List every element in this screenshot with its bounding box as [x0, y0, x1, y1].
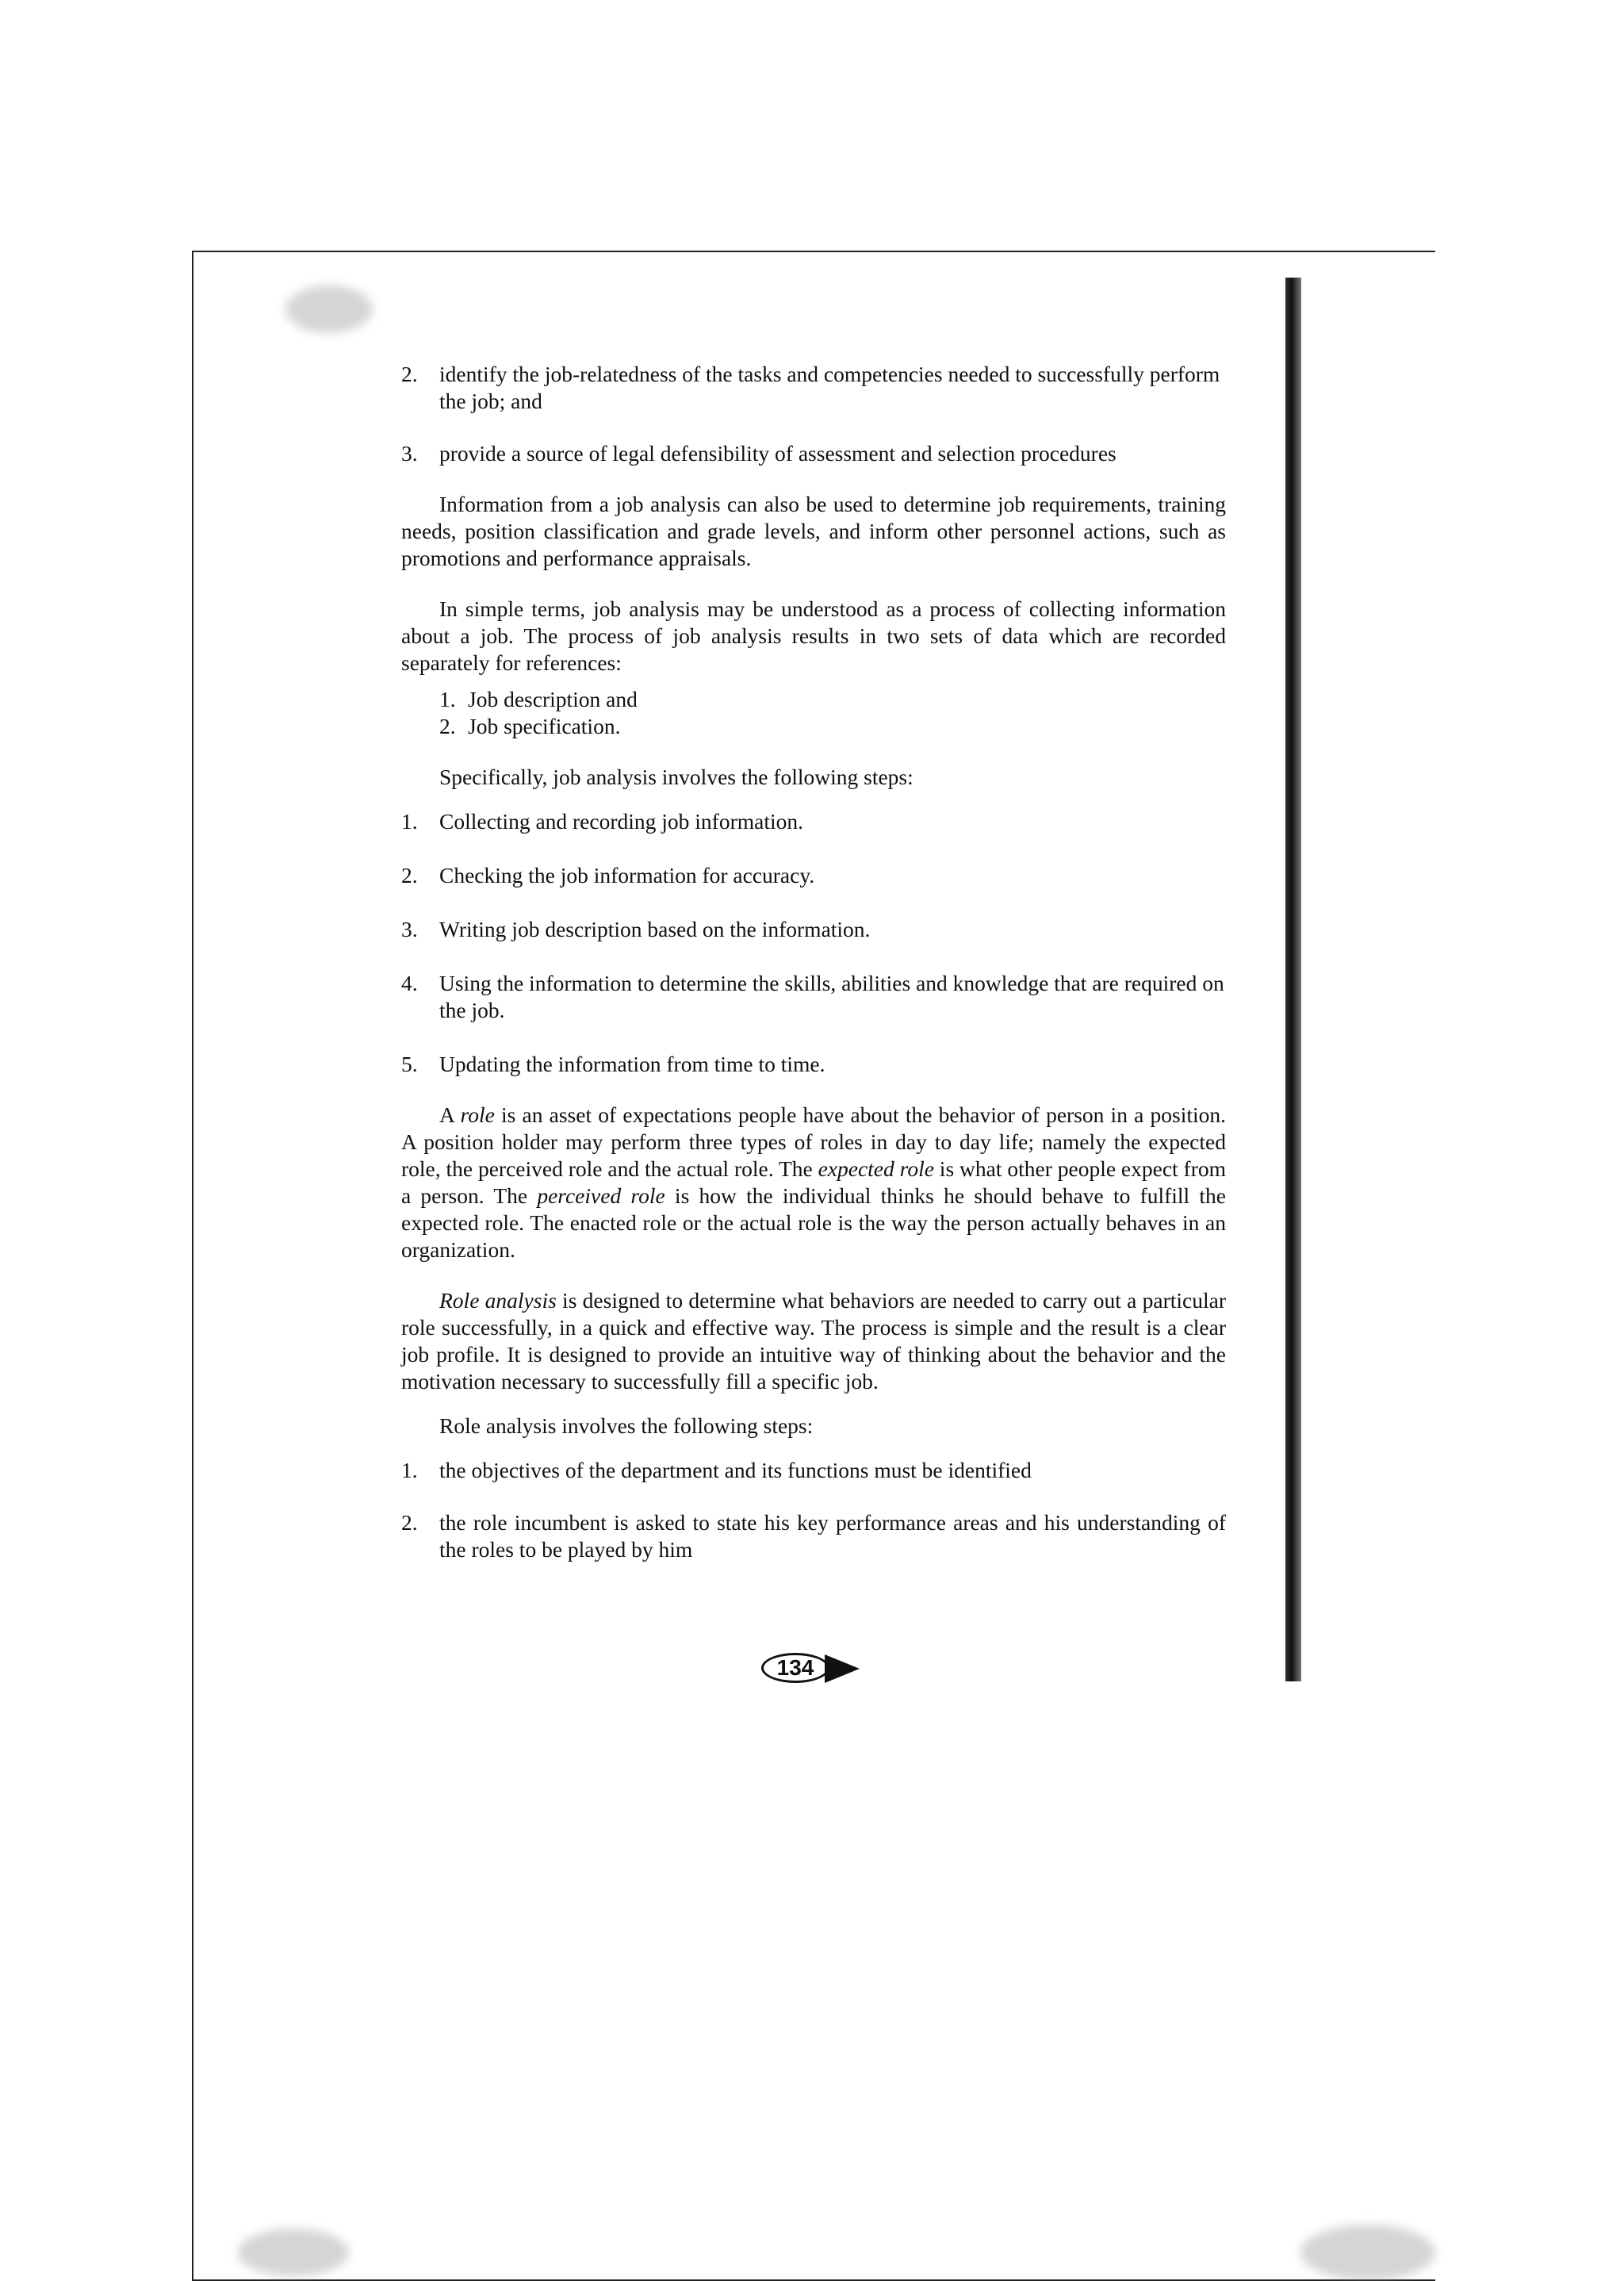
role-analysis-term: Role analysis: [439, 1288, 557, 1313]
item-number: 5.: [401, 1052, 418, 1076]
item-text: Using the information to determine the skills, abilities and knowledge that are required on the job.: [439, 971, 1224, 1022]
job-analysis-steps: [401, 791, 1226, 1078]
list-item: [401, 713, 1226, 740]
steps-intro: Specifically, job analysis involves the following steps:: [439, 765, 914, 789]
list-item: [401, 862, 1226, 889]
item-text: identify the job-relatedness of the tasks and competencies needed to successfully perform the job; and: [439, 362, 1220, 413]
role-text: A: [439, 1102, 461, 1127]
item-text: Writing job description based on the information.: [439, 917, 871, 941]
list-item: [401, 361, 1226, 415]
role-term: role: [460, 1102, 495, 1127]
perceived-role-term: perceived role: [537, 1183, 665, 1208]
list-item: [401, 1457, 1226, 1484]
list-item: [401, 970, 1226, 1024]
data-sets-list: [401, 686, 1226, 740]
page-frame-top-rule: [192, 251, 1435, 252]
list-item: [401, 686, 1226, 713]
page-number-badge: [761, 1651, 880, 1686]
role-text: is how the individual thinks he should behave to fulfill the expected role. The enacted role or the actual role is the way the person actually behaves in an organization.: [401, 1183, 1227, 1262]
page-number: 134: [776, 1655, 814, 1680]
expected-role-term: expected role: [818, 1156, 934, 1181]
scan-speckle: [285, 286, 373, 333]
arrow-right-icon: [825, 1654, 860, 1683]
role-text: is an asset of expectations people have about the behavior of person in a position. A position holder may perform three types of roles in day to day life; namely the expected role, the perceived role and the actual role. The: [401, 1102, 1227, 1181]
page-frame-left-edge: [192, 251, 193, 2281]
item-number: 2.: [401, 362, 418, 386]
item-text: Job description and: [468, 687, 638, 711]
paragraph-role-definition: [401, 1102, 1226, 1263]
item-text: Updating the information from time to time.: [439, 1052, 825, 1076]
role-analysis-steps: [401, 1440, 1226, 1563]
item-text: provide a source of legal defensibility of assessment and selection procedures: [439, 441, 1116, 466]
item-number: 3.: [401, 917, 418, 941]
item-text: the role incumbent is asked to state his key performance areas and his understanding of the roles to be played by him: [439, 1510, 1226, 1562]
item-number: 2.: [401, 863, 418, 887]
list-item: [401, 1509, 1226, 1563]
list-item: [401, 440, 1226, 467]
scan-speckle: [1300, 2225, 1435, 2280]
item-number: 3.: [401, 441, 418, 466]
item-number: 1.: [401, 1458, 418, 1482]
item-text: the objectives of the department and its functions must be identified: [439, 1458, 1032, 1482]
item-number: 2.: [439, 714, 456, 738]
item-number: 1.: [401, 809, 418, 834]
list-item: [401, 1051, 1226, 1078]
top-list: [401, 361, 1226, 467]
list-item: [401, 916, 1226, 943]
role-text: is what other people expect from a person. The: [401, 1156, 1227, 1208]
binding-shadow-band: [1285, 278, 1301, 1681]
item-text: Job specification.: [468, 714, 621, 738]
item-number: 1.: [439, 687, 456, 711]
paragraph-simple-terms: In simple terms, job analysis may be understood as a process of collecting information about a job. The process of job analysis results in two sets of data which are recorded separately for references:: [401, 596, 1226, 675]
item-number: 2.: [401, 1510, 418, 1535]
item-number: 4.: [401, 971, 418, 995]
page-content: [401, 361, 1226, 1563]
item-text: Checking the job information for accuracy.: [439, 863, 815, 887]
paragraph-role-analysis: [401, 1287, 1226, 1395]
scan-speckle: [238, 2229, 349, 2276]
role-analysis-text: is designed to determine what behaviors are needed to carry out a particular role successfully, in a quick and effective way. The process is simple and the result is a clear job profile. It is designed to provide an intuitive way of thinking about the behavior and the motivation necessary to successfully fill a specific job.: [401, 1288, 1226, 1394]
list-item: [401, 808, 1226, 835]
item-text: Collecting and recording job information.: [439, 809, 803, 834]
paragraph-job-info: Information from a job analysis can also be used to determine job requirements, training needs, position classification and grade levels, and inform other personnel actions, such as promotions and performance appraisals.: [401, 492, 1226, 570]
role-steps-intro: Role analysis involves the following steps:: [439, 1413, 814, 1438]
